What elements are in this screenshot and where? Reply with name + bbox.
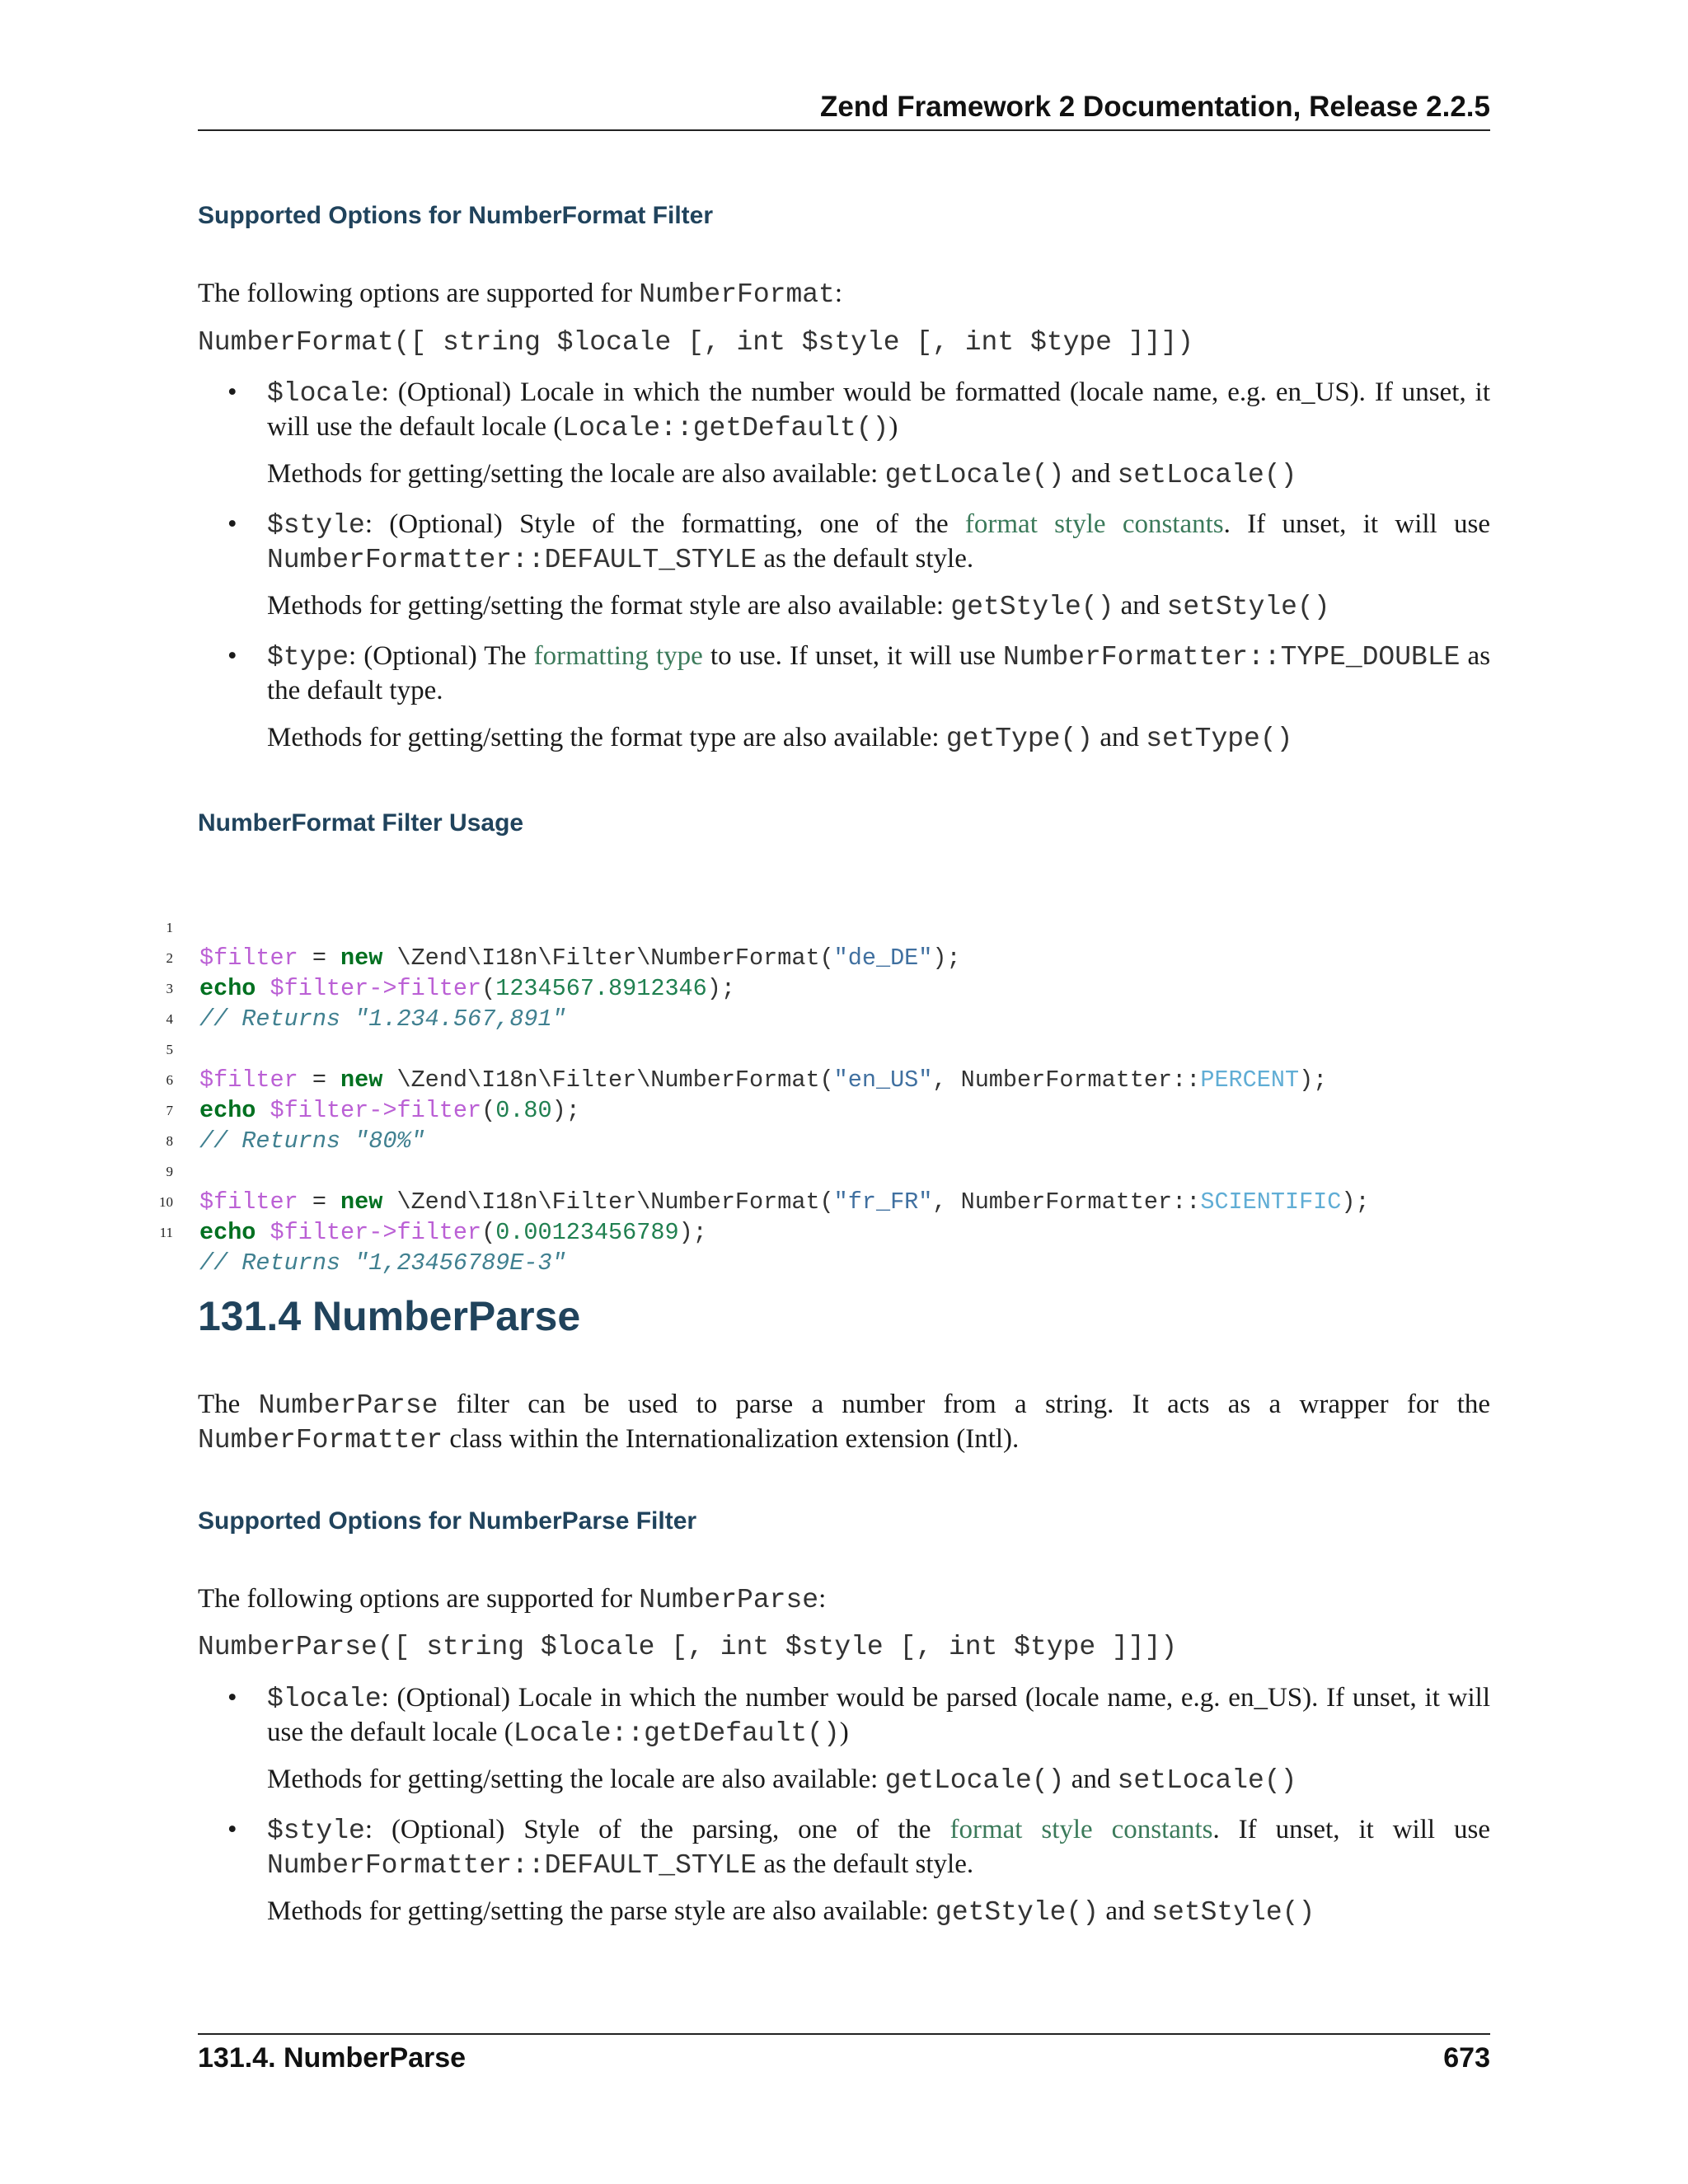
style-methods-text: Methods for getting/setting the format style are also available: getStyle() and setStyle() — [267, 591, 1330, 622]
code-line: 10 echo $filter->filter(0.00123456789); — [159, 1194, 707, 1246]
code-line: 6 echo $filter->filter(0.80); — [166, 1072, 580, 1124]
list-item: • $style: (Optional) Style of the parsing, one of the format style constants. If unset, it will use NumberFormatter::DEFAULT_STYLE as the default style. Methods for getting/setting the parse style are also available: getStyle() and setStyle() — [227, 1815, 1490, 1928]
footer-rule — [198, 2033, 1490, 2035]
code-line: 5 $filter = new \Zend\I18n\Filter\NumberFormat("en_US", NumberFormatter::PERCENT); — [166, 1042, 1328, 1094]
code-block — [148, 882, 1517, 1277]
code-line: 9 $filter = new \Zend\I18n\Filter\NumberFormat("fr_FR", NumberFormatter::SCIENTIFIC); — [166, 1164, 1370, 1216]
code-line: 7 // Returns "80%" — [166, 1103, 425, 1155]
code-line: 11 // Returns "1,23456789E-3" — [159, 1225, 566, 1277]
code-line: 3 // Returns "1.234.567,891" — [166, 981, 566, 1033]
format-options-intro: The following options are supported for NumberFormat: — [198, 279, 843, 310]
parse-options-heading: Supported Options for NumberParse Filter — [198, 1507, 697, 1535]
running-header: Zend Framework 2 Documentation, Release 2.2.5 — [819, 91, 1490, 123]
code-line: 2 echo $filter->filter(1234567.8912346); — [166, 950, 735, 1002]
header-rule — [198, 129, 1490, 131]
format-options-heading: Supported Options for NumberFormat Filter — [198, 202, 714, 229]
section-title: 131.4 NumberParse — [198, 1293, 581, 1339]
list-item: • $locale: (Optional) Locale in which the number would be parsed (locale name, e.g. en_US). If unset, it will use the default locale (Locale::getDefault()) Methods for getting/setting the locale are also available: getLocale() and setLocale() — [227, 1683, 1490, 1796]
list-item: • $type: (Optional) The formatting type to use. If unset, it will use NumberFormatter::TYPE_DOUBLE as the default type. Methods for getting/setting the format type are also available: getType() and setType() — [227, 641, 1491, 754]
parse-options-intro: The following options are supported for NumberParse: — [198, 1584, 827, 1615]
format-usage-heading: NumberFormat Filter Usage — [198, 809, 524, 837]
format-signature: NumberFormat([ string $locale [, int $style [, int $type ]]]) — [198, 327, 1193, 358]
list-item: • $style: (Optional) Style of the formatting, one of the format style constants. If unset, it will use NumberFormatter::DEFAULT_STYLE as the default style. Methods for getting/setting the format style are also available: getStyle() and setStyle() — [227, 509, 1490, 622]
formatting-type-link[interactable]: formatting type — [533, 641, 703, 671]
code-line: 4 — [166, 1011, 173, 1027]
locale-methods-text: Methods for getting/setting the locale are also available: getLocale() and setLocale() — [267, 1765, 1297, 1796]
format-style-constants-link[interactable]: format style constants — [964, 509, 1224, 539]
type-methods-text: Methods for getting/setting the format type are also available: getType() and setType() — [267, 723, 1293, 754]
parse-intro: The NumberParse filter can be used to parse a number from a string. It acts as a wrapper for the NumberFormatter class within the Internationalization extension (Intl). — [198, 1390, 1491, 1455]
list-item: • $locale: (Optional) Locale in which the number would be formatted (locale name, e.g. en_US). If unset, it will use the default locale (Locale::getDefault()) Methods for getting/setting the locale are also available: getLocale() and setLocale() — [227, 377, 1490, 490]
format-style-constants-link[interactable]: format style constants — [950, 1815, 1213, 1844]
style-methods-text: Methods for getting/setting the parse style are also available: getStyle() and setStyle() — [267, 1896, 1315, 1928]
locale-methods-text: Methods for getting/setting the locale are also available: getLocale() and setLocale() — [267, 459, 1297, 490]
code-line: 8 — [166, 1133, 173, 1149]
parse-signature: NumberParse([ string $locale [, int $style [, int $type ]]]) — [198, 1632, 1178, 1662]
footer-section: 131.4. NumberParse — [198, 2042, 467, 2074]
page-number: 673 — [1443, 2042, 1490, 2074]
code-line: 1 $filter = new \Zend\I18n\Filter\NumberFormat("de_DE"); — [166, 920, 961, 972]
